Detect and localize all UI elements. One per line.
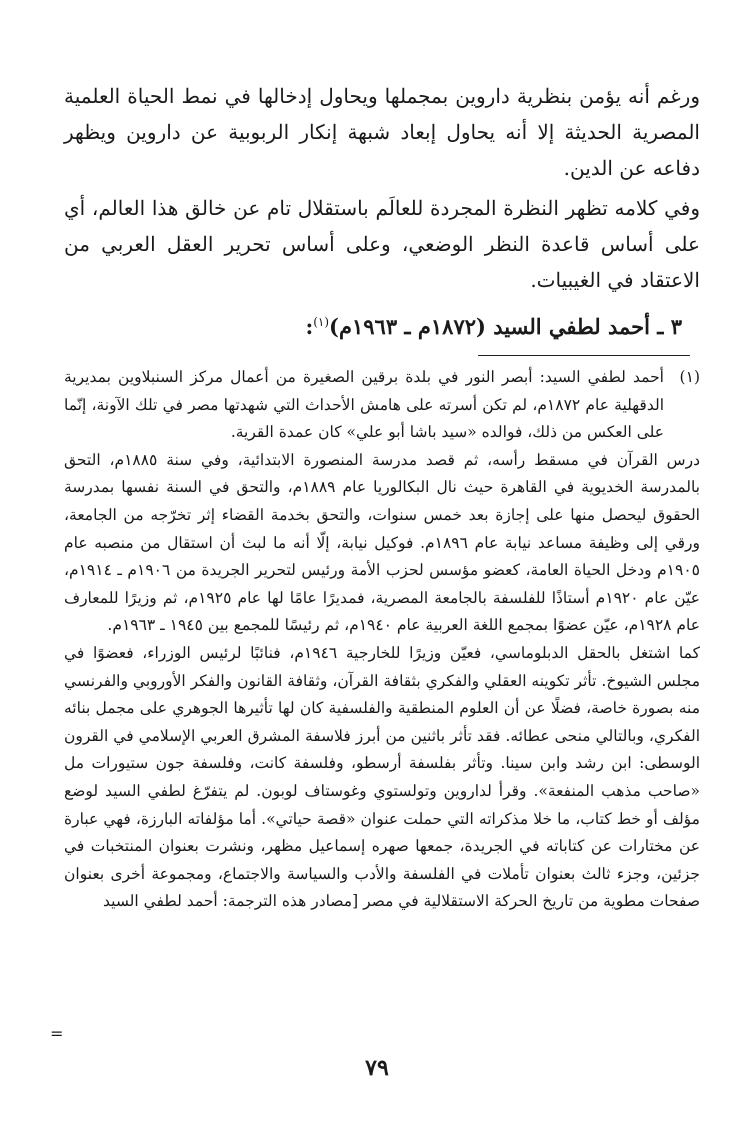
footnote-paragraph-2: درس القرآن في مسقط رأسه، ثم قصد مدرسة المنصورة الابتدائية، وفي سنة ١٨٨٥م، التحق بالمدرسة الخديوية في القاهرة حيث نال البكالوريا عام ١٨٨٩م، والتحق في السنة نفسها بمدرسة الحقوق ليحصل منها على إجازة بعد خمس سنوات، والتحق بخدمة القضاء إثر تخرّجه من الجامعة، ورقي إلى وظيفة مساعد نيابة عام ١٨٩٦م. فوكيل نيابة، إلّا أنه ما لبث أن استقال من منصبه عام ١٩٠٥م ودخل الحياة العامة، كعضو مؤسس لحزب الأمة ورئيس لتحرير الجريدة من ١٩٠٦م ـ ١٩١٤م، عيّن عام ١٩٢٠م أستاذًا للفلسفة بالجامعة المصرية، فمديرًا عامًا لها عام ١٩٢٥م، ثم وزيرًا للمعارف عام ١٩٢٨م، عيّن عضوًا بمجمع اللغة العربية عام ١٩٤٠م، ثم رئيسًا للمجمع بين ١٩٤٥ ـ ١٩٦٣م. [64,450,700,635]
footnote-separator [478,355,690,356]
footnote-paragraph-3: كما اشتغل بالحقل الدبلوماسي، فعيّن وزيرًا للخارجية ١٩٤٦م، فنائبًا لرئيس الوزراء، فعضوًا في مجلس الشيوخ. تأثر تكوينه العقلي والفكري بثقافة القرآن، وثقافة القانون والفكر الأوروبي والفرنسي منه بصورة خاصة، فضلًا عن أن العلوم المنطقية والفلسفية كان لها تأثيرها الجوهري على مجمل بنائه الفكري، وبالتالي منحى عطائه. فقد تأثر باثنين من أبرز فلاسفة المشرق العربي الإسلامي في القرون الوسطى: ابن رشد وابن سينا. وتأثر بفلسفة أرسطو، وفلسفة كانت، وفلسفة جون ستيورات مل «صاحب مذهب المنفعة». وقرأ لداروين وتولستوي وغوستاف لوبون. لم يتفرّغ لطفي السيد لوضع مؤلف أو خط كتاب، ما خلا مذكراته التي حملت عنوان «قصة حياتي». أما مؤلفاته البارزة، فهي عبارة عن مختارات عن كتاباته في الجريدة، جمعها صهره إسماعيل مظهر، ونشرت بعنوان المنتخبات في جزئين، وجزء ثالث بعنوان تأملات في الفلسفة والأدب والسياسة والاجتماع، ومجموعة أخرى بعنوان صفحات مطوية من تاريخ الحركة الاستقلالية في مصر [مصادر هذه الترجمة: أحمد لطفي السيد [64,643,700,911]
section-heading-text: ٣ ـ أحمد لطفي السيد (١٨٧٢م ـ ١٩٦٣م) [329,314,682,339]
body-paragraph-1: ورغم أنه يؤمن بنظرية داروين بمجملها ويحاول إدخالها في نمط الحياة العلمية المصرية الحديثة إلا أنه يحاول إبعاد شبهة إنكار الربوبية عن داروين ويظهر دفاعه عن الدين. [64,84,700,180]
footnote-1 [64,364,700,447]
page-number: ٧٩ [365,1055,389,1081]
section-heading [64,304,700,345]
section-heading-colon: : [305,314,314,339]
footnote-reference: (١) [313,315,330,329]
main-text [64,78,700,345]
footnotes [64,364,700,916]
footnote-paragraph-1: أحمد لطفي السيد: أبصر النور في بلدة برقين الصغيرة من أعمال مركز السنبلاوين بمديرية الدقهلية عام ١٨٧٢م، لم تكن أسرته على هامش الأحداث التي شهدتها مصر في تلك الآونة، إنّما على العكس من ذلك، فوالده «سيد باشا أبو علي» كان عمدة القرية. [64,368,665,442]
body-paragraph-2: وفي كلامه تظهر النظرة المجردة للعالَم باستقلال تام عن خالق هذا العالم، أي على أساس قاعدة النظر الوضعي، وعلى أساس تحرير العقل العربي من الاعتقاد في الغيبيات. [64,196,700,292]
footnote-number: (١) [679,368,700,386]
footnote-continuation-mark: = [50,1024,64,1043]
